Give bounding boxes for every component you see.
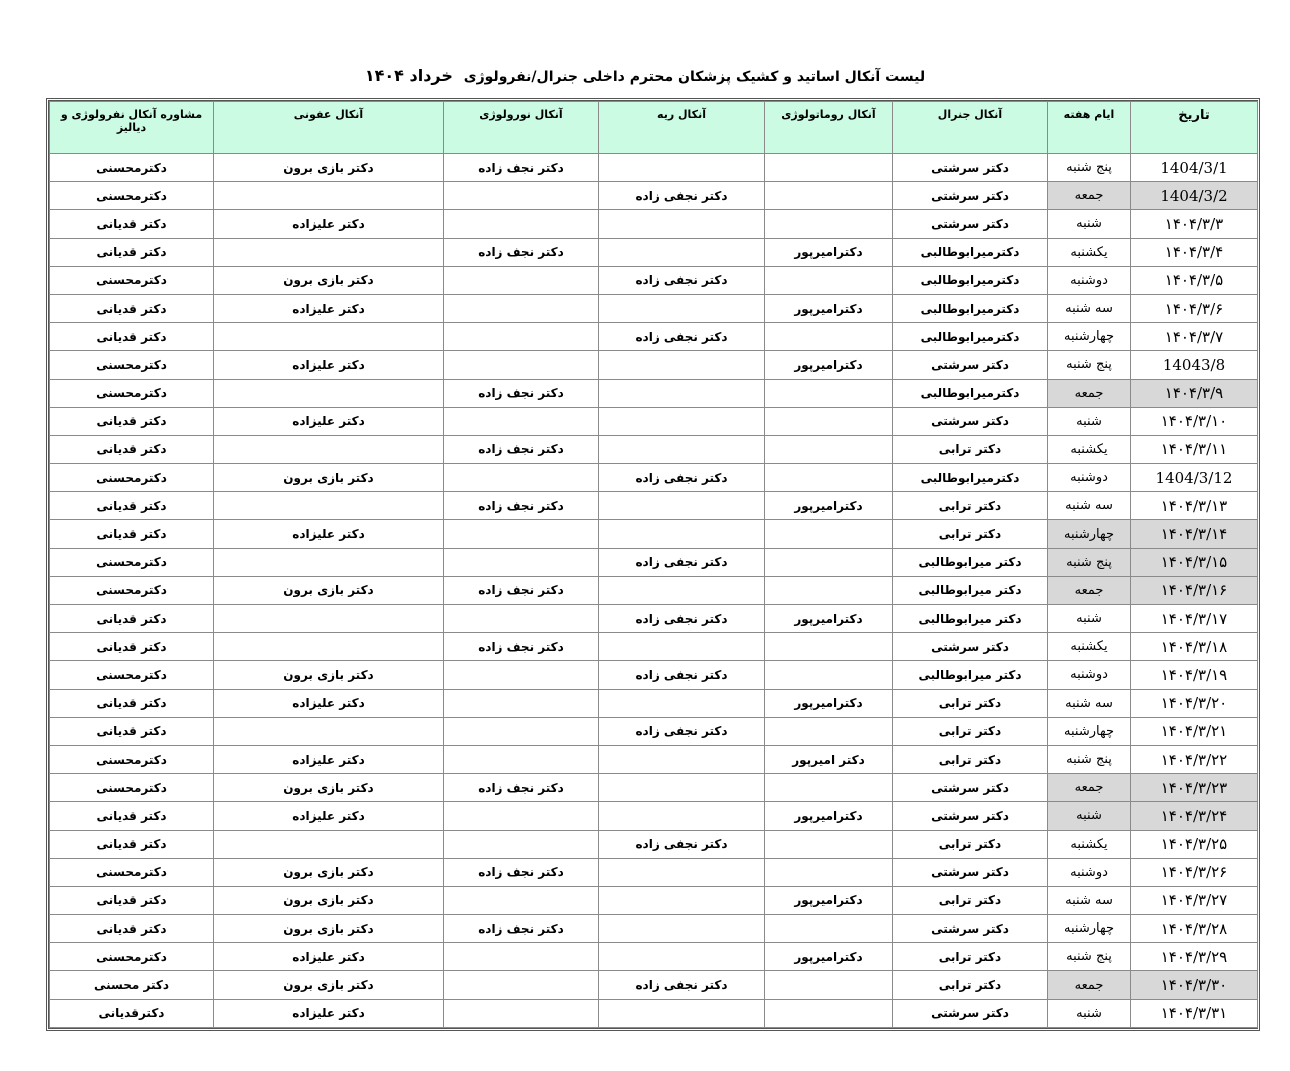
pulmonary-cell — [599, 351, 765, 379]
rheumatology-cell — [765, 182, 893, 210]
general-cell: دکتر سرشتی — [893, 802, 1048, 830]
table-row — [50, 379, 1258, 407]
weekday-cell: دوشنبه — [1048, 661, 1131, 689]
nephrology-cell: دکتر قدیانی — [50, 323, 214, 351]
nephrology-cell: دکترمحسنی — [50, 943, 214, 971]
general-cell: دکتر سرشتی — [893, 407, 1048, 435]
nephrology-cell: دکتر قدیانی — [50, 210, 214, 238]
schedule-table-frame — [46, 98, 1260, 1031]
weekday-cell: پنج شنبه — [1048, 745, 1131, 773]
nephrology-cell: دکترمحسنی — [50, 351, 214, 379]
date-cell: 14043/8 — [1131, 351, 1258, 379]
weekday-cell: یکشنبه — [1048, 633, 1131, 661]
general-cell: دکترمیرابوطالبی — [893, 379, 1048, 407]
weekday-cell: پنج شنبه — [1048, 154, 1131, 182]
infectious-cell: دکتر علیزاده — [214, 294, 444, 322]
infectious-cell — [214, 379, 444, 407]
weekday-cell: دوشنبه — [1048, 464, 1131, 492]
weekday-cell: جمعه — [1048, 379, 1131, 407]
date-cell: ۱۴۰۴/۳/۲۸ — [1131, 915, 1258, 943]
date-cell: ۱۴۰۴/۳/۱۷ — [1131, 605, 1258, 633]
nephrology-cell: دکتر قدیانی — [50, 830, 214, 858]
nephrology-cell: دکتر قدیانی — [50, 717, 214, 745]
title-month: خرداد ۱۴۰۴ — [364, 66, 453, 85]
neurology-cell — [444, 294, 599, 322]
header-weekday: ایام هفته — [1048, 102, 1131, 154]
general-cell: دکتر سرشتی — [893, 210, 1048, 238]
infectious-cell: دکتر علیزاده — [214, 210, 444, 238]
general-cell: دکترمیرابوطالبی — [893, 294, 1048, 322]
neurology-cell: دکتر نجف زاده — [444, 576, 599, 604]
nephrology-cell: دکترمحسنی — [50, 154, 214, 182]
rheumatology-cell: دکترامیرپور — [765, 294, 893, 322]
neurology-cell — [444, 266, 599, 294]
infectious-cell — [214, 633, 444, 661]
neurology-cell — [444, 886, 599, 914]
neurology-cell: دکتر نجف زاده — [444, 379, 599, 407]
header-infectious: آنکال عفونی — [214, 102, 444, 154]
nephrology-cell: دکترمحسنی — [50, 774, 214, 802]
pulmonary-cell — [599, 774, 765, 802]
weekday-cell: چهارشنبه — [1048, 915, 1131, 943]
infectious-cell: دکتر علیزاده — [214, 520, 444, 548]
rheumatology-cell: دکترامیرپور — [765, 886, 893, 914]
nephrology-cell: دکتر قدیانی — [50, 605, 214, 633]
general-cell: دکتر سرشتی — [893, 999, 1048, 1027]
weekday-cell: یکشنبه — [1048, 435, 1131, 463]
pulmonary-cell: دکتر نجفی زاده — [599, 971, 765, 999]
neurology-cell — [444, 351, 599, 379]
rheumatology-cell — [765, 407, 893, 435]
date-cell: ۱۴۰۴/۳/۲۱ — [1131, 717, 1258, 745]
date-cell: ۱۴۰۴/۳/۶ — [1131, 294, 1258, 322]
general-cell: دکتر سرشتی — [893, 858, 1048, 886]
neurology-cell — [444, 407, 599, 435]
nephrology-cell: دکترمحسنی — [50, 266, 214, 294]
date-cell: ۱۴۰۴/۳/۳ — [1131, 210, 1258, 238]
header-row — [50, 102, 1258, 154]
weekday-cell: شنبه — [1048, 605, 1131, 633]
neurology-cell: دکتر نجف زاده — [444, 633, 599, 661]
rheumatology-cell — [765, 915, 893, 943]
date-cell: ۱۴۰۴/۳/۲۰ — [1131, 689, 1258, 717]
infectious-cell: دکتر بازی برون — [214, 266, 444, 294]
table-row — [50, 858, 1258, 886]
infectious-cell — [214, 323, 444, 351]
page-title — [0, 66, 1290, 85]
table-row — [50, 576, 1258, 604]
weekday-cell: سه شنبه — [1048, 492, 1131, 520]
date-cell: ۱۴۰۴/۳/۱۸ — [1131, 633, 1258, 661]
date-cell: ۱۴۰۴/۳/۴ — [1131, 238, 1258, 266]
table-row — [50, 182, 1258, 210]
pulmonary-cell — [599, 154, 765, 182]
general-cell: دکتر ترابی — [893, 745, 1048, 773]
infectious-cell — [214, 435, 444, 463]
header-general: آنکال جنرال — [893, 102, 1048, 154]
nephrology-cell: دکتر قدیانی — [50, 689, 214, 717]
infectious-cell: دکتر بازی برون — [214, 858, 444, 886]
infectious-cell: دکتر علیزاده — [214, 745, 444, 773]
pulmonary-cell: دکتر نجفی زاده — [599, 605, 765, 633]
date-cell: ۱۴۰۴/۳/۲۷ — [1131, 886, 1258, 914]
neurology-cell — [444, 520, 599, 548]
header-date: تاریخ — [1131, 102, 1258, 154]
weekday-cell: شنبه — [1048, 999, 1131, 1027]
date-cell: ۱۴۰۴/۳/۷ — [1131, 323, 1258, 351]
table-row — [50, 294, 1258, 322]
neurology-cell — [444, 323, 599, 351]
weekday-cell: پنج شنبه — [1048, 351, 1131, 379]
pulmonary-cell: دکتر نجفی زاده — [599, 182, 765, 210]
table-row — [50, 661, 1258, 689]
infectious-cell — [214, 548, 444, 576]
neurology-cell — [444, 717, 599, 745]
infectious-cell: دکتر علیزاده — [214, 943, 444, 971]
neurology-cell — [444, 548, 599, 576]
rheumatology-cell — [765, 661, 893, 689]
nephrology-cell: دکترمحسنی — [50, 464, 214, 492]
table-row — [50, 238, 1258, 266]
infectious-cell — [214, 605, 444, 633]
pulmonary-cell — [599, 858, 765, 886]
table-row — [50, 407, 1258, 435]
weekday-cell: پنج شنبه — [1048, 943, 1131, 971]
table-row — [50, 605, 1258, 633]
rheumatology-cell: دکترامیرپور — [765, 492, 893, 520]
neurology-cell: دکتر نجف زاده — [444, 238, 599, 266]
infectious-cell — [214, 182, 444, 210]
rheumatology-cell: دکترامیرپور — [765, 802, 893, 830]
infectious-cell: دکتر علیزاده — [214, 802, 444, 830]
table-row — [50, 999, 1258, 1027]
nephrology-cell: دکترمحسنی — [50, 745, 214, 773]
nephrology-cell: دکترمحسنی — [50, 576, 214, 604]
nephrology-cell: دکتر قدیانی — [50, 520, 214, 548]
title-text: لیست آنکال اساتید و کشیک پزشکان محترم داخلی جنرال/نفرولوژی — [463, 69, 926, 85]
date-cell: ۱۴۰۴/۳/۲۶ — [1131, 858, 1258, 886]
general-cell: دکترمیرابوطالبی — [893, 464, 1048, 492]
nephrology-cell: دکترمحسنی — [50, 858, 214, 886]
nephrology-cell: دکتر قدیانی — [50, 238, 214, 266]
date-cell: ۱۴۰۴/۳/۱۰ — [1131, 407, 1258, 435]
neurology-cell — [444, 943, 599, 971]
weekday-cell: دوشنبه — [1048, 858, 1131, 886]
date-cell: ۱۴۰۴/۳/۱۵ — [1131, 548, 1258, 576]
pulmonary-cell — [599, 689, 765, 717]
weekday-cell: دوشنبه — [1048, 266, 1131, 294]
pulmonary-cell — [599, 576, 765, 604]
rheumatology-cell — [765, 576, 893, 604]
general-cell: دکتر ترابی — [893, 971, 1048, 999]
pulmonary-cell: دکتر نجفی زاده — [599, 661, 765, 689]
nephrology-cell: دکتر محسنی — [50, 971, 214, 999]
general-cell: دکتر سرشتی — [893, 154, 1048, 182]
schedule-table — [49, 101, 1258, 1028]
date-cell: ۱۴۰۴/۳/۳۰ — [1131, 971, 1258, 999]
weekday-cell: یکشنبه — [1048, 830, 1131, 858]
rheumatology-cell — [765, 210, 893, 238]
date-cell: ۱۴۰۴/۳/۲۵ — [1131, 830, 1258, 858]
weekday-cell: سه شنبه — [1048, 886, 1131, 914]
table-row — [50, 633, 1258, 661]
pulmonary-cell — [599, 435, 765, 463]
date-cell: ۱۴۰۴/۳/۱۳ — [1131, 492, 1258, 520]
neurology-cell: دکتر نجف زاده — [444, 154, 599, 182]
rheumatology-cell — [765, 323, 893, 351]
nephrology-cell: دکتر قدیانی — [50, 294, 214, 322]
infectious-cell: دکتر بازی برون — [214, 154, 444, 182]
nephrology-cell: دکترمحسنی — [50, 661, 214, 689]
pulmonary-cell — [599, 915, 765, 943]
weekday-cell: چهارشنبه — [1048, 323, 1131, 351]
nephrology-cell: دکتر قدیانی — [50, 915, 214, 943]
table-row — [50, 464, 1258, 492]
table-row — [50, 689, 1258, 717]
general-cell: دکترمیرابوطالبی — [893, 323, 1048, 351]
pulmonary-cell: دکتر نجفی زاده — [599, 717, 765, 745]
weekday-cell: یکشنبه — [1048, 238, 1131, 266]
rheumatology-cell: دکترامیرپور — [765, 238, 893, 266]
table-row — [50, 154, 1258, 182]
general-cell: دکتر ترابی — [893, 689, 1048, 717]
header-rheumatology: آنکال روماتولوژی — [765, 102, 893, 154]
table-row — [50, 548, 1258, 576]
neurology-cell — [444, 802, 599, 830]
nephrology-cell: دکترمحسنی — [50, 182, 214, 210]
rheumatology-cell — [765, 266, 893, 294]
pulmonary-cell: دکتر نجفی زاده — [599, 266, 765, 294]
date-cell: 1404/3/2 — [1131, 182, 1258, 210]
infectious-cell — [214, 717, 444, 745]
pulmonary-cell — [599, 802, 765, 830]
table-row — [50, 745, 1258, 773]
rheumatology-cell — [765, 999, 893, 1027]
general-cell: دکتر سرشتی — [893, 182, 1048, 210]
rheumatology-cell: دکترامیرپور — [765, 605, 893, 633]
pulmonary-cell: دکتر نجفی زاده — [599, 464, 765, 492]
date-cell: ۱۴۰۴/۳/۹ — [1131, 379, 1258, 407]
table-row — [50, 323, 1258, 351]
infectious-cell: دکتر علیزاده — [214, 999, 444, 1027]
weekday-cell: جمعه — [1048, 182, 1131, 210]
pulmonary-cell — [599, 238, 765, 266]
weekday-cell: پنج شنبه — [1048, 548, 1131, 576]
general-cell: دکتر ترابی — [893, 886, 1048, 914]
pulmonary-cell — [599, 294, 765, 322]
neurology-cell — [444, 830, 599, 858]
date-cell: ۱۴۰۴/۳/۱۶ — [1131, 576, 1258, 604]
table-row — [50, 520, 1258, 548]
pulmonary-cell: دکتر نجفی زاده — [599, 548, 765, 576]
rheumatology-cell — [765, 717, 893, 745]
pulmonary-cell — [599, 210, 765, 238]
rheumatology-cell — [765, 154, 893, 182]
infectious-cell: دکتر بازی برون — [214, 661, 444, 689]
neurology-cell: دکتر نجف زاده — [444, 858, 599, 886]
infectious-cell: دکتر علیزاده — [214, 407, 444, 435]
nephrology-cell: دکترقدیانی — [50, 999, 214, 1027]
infectious-cell: دکتر بازی برون — [214, 915, 444, 943]
table-row — [50, 266, 1258, 294]
neurology-cell — [444, 605, 599, 633]
weekday-cell: جمعه — [1048, 971, 1131, 999]
nephrology-cell: دکتر قدیانی — [50, 407, 214, 435]
rheumatology-cell — [765, 830, 893, 858]
weekday-cell: شنبه — [1048, 802, 1131, 830]
table-row — [50, 210, 1258, 238]
nephrology-cell: دکتر قدیانی — [50, 492, 214, 520]
table-row — [50, 830, 1258, 858]
pulmonary-cell — [599, 999, 765, 1027]
rheumatology-cell — [765, 633, 893, 661]
date-cell: ۱۴۰۴/۳/۱۹ — [1131, 661, 1258, 689]
date-cell: ۱۴۰۴/۳/۲۲ — [1131, 745, 1258, 773]
weekday-cell: سه شنبه — [1048, 294, 1131, 322]
rheumatology-cell: دکترامیرپور — [765, 689, 893, 717]
table-row — [50, 886, 1258, 914]
pulmonary-cell: دکتر نجفی زاده — [599, 830, 765, 858]
neurology-cell — [444, 661, 599, 689]
header-neurology: آنکال نورولوژی — [444, 102, 599, 154]
date-cell: ۱۴۰۴/۳/۲۳ — [1131, 774, 1258, 802]
neurology-cell — [444, 182, 599, 210]
infectious-cell: دکتر علیزاده — [214, 689, 444, 717]
general-cell: دکتر میرابوطالبی — [893, 661, 1048, 689]
neurology-cell — [444, 464, 599, 492]
general-cell: دکتر ترابی — [893, 492, 1048, 520]
date-cell: ۱۴۰۴/۳/۳۱ — [1131, 999, 1258, 1027]
infectious-cell: دکتر بازی برون — [214, 886, 444, 914]
pulmonary-cell — [599, 943, 765, 971]
infectious-cell: دکتر بازی برون — [214, 464, 444, 492]
pulmonary-cell — [599, 407, 765, 435]
table-row — [50, 943, 1258, 971]
rheumatology-cell — [765, 520, 893, 548]
nephrology-cell: دکتر قدیانی — [50, 435, 214, 463]
infectious-cell — [214, 238, 444, 266]
neurology-cell — [444, 210, 599, 238]
general-cell: دکتر ترابی — [893, 717, 1048, 745]
neurology-cell: دکتر نجف زاده — [444, 915, 599, 943]
date-cell: ۱۴۰۴/۳/۲۴ — [1131, 802, 1258, 830]
infectious-cell — [214, 492, 444, 520]
general-cell: دکتر سرشتی — [893, 633, 1048, 661]
infectious-cell: دکتر علیزاده — [214, 351, 444, 379]
general-cell: دکتر سرشتی — [893, 774, 1048, 802]
neurology-cell: دکتر نجف زاده — [444, 435, 599, 463]
date-cell: 1404/3/12 — [1131, 464, 1258, 492]
general-cell: دکتر ترابی — [893, 830, 1048, 858]
rheumatology-cell — [765, 858, 893, 886]
infectious-cell — [214, 830, 444, 858]
pulmonary-cell: دکتر نجفی زاده — [599, 323, 765, 351]
neurology-cell — [444, 999, 599, 1027]
rheumatology-cell — [765, 971, 893, 999]
date-cell: ۱۴۰۴/۳/۱۱ — [1131, 435, 1258, 463]
weekday-cell: چهارشنبه — [1048, 717, 1131, 745]
general-cell: دکترمیرابوطالبی — [893, 266, 1048, 294]
neurology-cell — [444, 745, 599, 773]
pulmonary-cell — [599, 492, 765, 520]
nephrology-cell: دکتر قدیانی — [50, 802, 214, 830]
general-cell: دکتر سرشتی — [893, 351, 1048, 379]
infectious-cell: دکتر بازی برون — [214, 971, 444, 999]
neurology-cell — [444, 689, 599, 717]
rheumatology-cell: دکتر امیرپور — [765, 745, 893, 773]
nephrology-cell: دکترمحسنی — [50, 379, 214, 407]
rheumatology-cell — [765, 548, 893, 576]
general-cell: دکتر میرابوطالبی — [893, 548, 1048, 576]
pulmonary-cell — [599, 379, 765, 407]
infectious-cell: دکتر بازی برون — [214, 774, 444, 802]
table-row — [50, 971, 1258, 999]
rheumatology-cell — [765, 435, 893, 463]
general-cell: دکتر ترابی — [893, 520, 1048, 548]
table-row — [50, 351, 1258, 379]
date-cell: 1404/3/1 — [1131, 154, 1258, 182]
pulmonary-cell — [599, 886, 765, 914]
general-cell: دکتر ترابی — [893, 943, 1048, 971]
infectious-cell: دکتر بازی برون — [214, 576, 444, 604]
table-row — [50, 435, 1258, 463]
rheumatology-cell — [765, 774, 893, 802]
pulmonary-cell — [599, 745, 765, 773]
rheumatology-cell — [765, 379, 893, 407]
nephrology-cell: دکتر قدیانی — [50, 886, 214, 914]
rheumatology-cell: دکترامیرپور — [765, 943, 893, 971]
general-cell: دکتر ترابی — [893, 435, 1048, 463]
pulmonary-cell — [599, 633, 765, 661]
weekday-cell: جمعه — [1048, 576, 1131, 604]
general-cell: دکتر میرابوطالبی — [893, 605, 1048, 633]
table-row — [50, 802, 1258, 830]
general-cell: دکترمیرابوطالبی — [893, 238, 1048, 266]
neurology-cell — [444, 971, 599, 999]
date-cell: ۱۴۰۴/۳/۵ — [1131, 266, 1258, 294]
table-row — [50, 774, 1258, 802]
nephrology-cell: دکتر قدیانی — [50, 633, 214, 661]
table-row — [50, 717, 1258, 745]
neurology-cell: دکتر نجف زاده — [444, 774, 599, 802]
nephrology-cell: دکترمحسنی — [50, 548, 214, 576]
weekday-cell: شنبه — [1048, 407, 1131, 435]
table-row — [50, 492, 1258, 520]
weekday-cell: سه شنبه — [1048, 689, 1131, 717]
rheumatology-cell: دکترامیرپور — [765, 351, 893, 379]
weekday-cell: شنبه — [1048, 210, 1131, 238]
table-row — [50, 915, 1258, 943]
general-cell: دکتر میرابوطالبی — [893, 576, 1048, 604]
pulmonary-cell — [599, 520, 765, 548]
date-cell: ۱۴۰۴/۳/۱۴ — [1131, 520, 1258, 548]
weekday-cell: چهارشنبه — [1048, 520, 1131, 548]
general-cell: دکتر سرشتی — [893, 915, 1048, 943]
date-cell: ۱۴۰۴/۳/۲۹ — [1131, 943, 1258, 971]
neurology-cell: دکتر نجف زاده — [444, 492, 599, 520]
header-nephrology: مشاوره آنکال نفرولوژی و دیالیز — [50, 102, 214, 154]
weekday-cell: جمعه — [1048, 774, 1131, 802]
header-pulmonary: آنکال ریه — [599, 102, 765, 154]
rheumatology-cell — [765, 464, 893, 492]
